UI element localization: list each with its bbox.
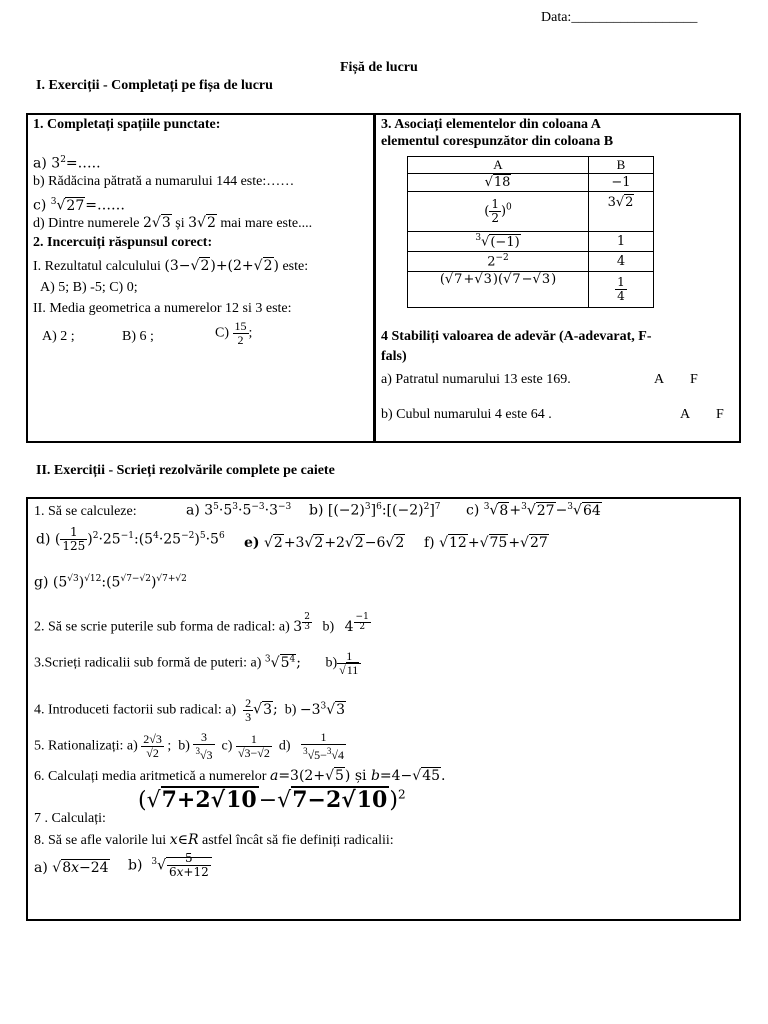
ex2-II-a: A) 2 ; xyxy=(42,329,75,344)
ex3-title-1: 3. Asociați elementelor din coloana A xyxy=(381,117,601,132)
ex2-I-options: A) 5; B) -5; C) 0; xyxy=(40,280,138,295)
match-table xyxy=(407,156,654,308)
ex1-title: 1. Completați spațiile punctate: xyxy=(33,117,221,132)
cell-b1: −1 xyxy=(589,174,654,192)
cell-b2: 3√2 xyxy=(589,192,654,232)
ex2-1-c: c) $^3$√8+$^3$√27−$^3$√64 xyxy=(466,502,601,519)
ex4-b: b) Cubul numarului 4 este 64 . xyxy=(381,407,552,422)
ex2-II-c: C) $\frac{15}{2}$ ; xyxy=(215,319,253,347)
ex2-1-g: g) $(5^{√3})^{√12}:(5^{√7-√2})^{√7+√2}$ xyxy=(34,574,187,591)
ex2-7-expr: $(√7+2√10-√7-2√10)^2$ xyxy=(138,787,406,813)
ex4-a-opt-a: A xyxy=(654,372,665,387)
ex3-title-2: elementul corespunzător din coloana B xyxy=(381,134,614,149)
cell-a3: $^3$√(−1) xyxy=(408,232,589,252)
ex2-1-b: b) $[(-2)^3]^6:[(-2)^2]^7$ xyxy=(309,502,441,519)
ex4-b-opt-a: A xyxy=(680,407,691,422)
ex2-6: 6. Calculați media aritmetică a numerelor a=3(2+√5) și b=4−√45. xyxy=(34,768,446,784)
ex2-title: 2. Incercuiți răspunsul corect: xyxy=(33,235,213,250)
cell-a1: √18 xyxy=(408,174,589,192)
ex2-II: II. Media geometrica a numerelor 12 si 3 este: xyxy=(33,301,292,316)
ex2-1-f: f) √12+√75+√27 xyxy=(424,535,548,551)
ex2-2: 2. Să se scrie puterile sub forma de radical: a) 3 $^{\frac{2}{3}}$ b) 4 $^{\frac{-1}{2}}$ xyxy=(34,612,369,635)
ex1-d: d) Dintre numerele 2√3 și 3√2 mai mare este.... xyxy=(33,215,313,231)
cell-b3: 1 xyxy=(589,232,654,252)
ex1-b: b) Rădăcina pătrată a numarului 144 este:…… xyxy=(33,174,295,189)
ex4-b-opt-f: F xyxy=(716,407,724,422)
ex4-title-2: fals) xyxy=(381,349,407,364)
ex2-1-e: e) √2+3√2+2√2−6√2 xyxy=(244,535,405,551)
cell-a4: $2^{-2}$ xyxy=(408,252,589,272)
ex2-1-d: d) ( $\frac{1}{125}$ )$^2\cdot 25^{-1}:(5^4\cdot 25^{-2})^5\cdot 5^6$ xyxy=(36,525,225,553)
col-b-header: B xyxy=(589,157,654,174)
ex2-3: 3.Scrieți radicalii sub formă de puteri: a) $^3√5^4$; b) $\frac{1}{√11}$ xyxy=(34,650,361,677)
ex2-1-a: a) $3^5\cdot 5^3\cdot 5^{-3}\cdot 3^{-3}$ xyxy=(186,502,292,519)
date-label: Data: xyxy=(541,10,572,25)
ex2-4: 4. Introduceti factorii sub radical: a) $\frac{2}{3}$ √3; $b) -3^3√3$ xyxy=(34,696,346,724)
ex2-1-label: 1. Să se calculeze: xyxy=(34,504,137,519)
ex2-II-b: B) 6 ; xyxy=(122,329,154,344)
cell-b5: $\frac{1}{4}$ xyxy=(589,272,654,308)
page-title: Fișă de lucru xyxy=(340,60,418,75)
ex2-5: 5. Rationalizați: a) $\frac{2√3}{√2}$ ; b) $\frac{3}{^3√3}$ c) $\frac{1}{√3-√2}$ d) $\frac{1}{^3√5-^3√4}$ xyxy=(34,730,345,762)
ex4-a: a) Patratul numarului 13 este 169. xyxy=(381,372,571,387)
date-blank: __________________ xyxy=(571,10,698,25)
ex2-I: I. Rezultatul calculului (3−√2)+(2+√2) este: xyxy=(33,258,309,274)
ex4-a-opt-f: F xyxy=(690,372,698,387)
ex1-c: c) $^3$√27=…… xyxy=(33,197,125,214)
column-divider xyxy=(373,115,376,442)
cell-b4: 4 xyxy=(589,252,654,272)
cell-a5: (√7+√3)(√7−√3) xyxy=(408,272,589,308)
ex2-8-a: a) √8x−24 xyxy=(34,860,109,876)
ex2-7: 7 . Calculați: xyxy=(34,811,106,826)
section2-heading: II. Exerciții - Scrieți rezolvările complete pe caiete xyxy=(36,463,335,478)
section1-heading: I. Exerciții - Completați pe fișa de lucru xyxy=(36,78,273,93)
col-a-header: A xyxy=(408,157,589,174)
cell-a2: ( $\frac{1}{2}$ )$^0$ xyxy=(408,192,589,232)
date-field xyxy=(541,10,697,26)
ex2-8: 8. Să se afle valorile lui x∈R astfel încât să fie definiți radicalii: xyxy=(34,832,394,848)
ex2-8-b: b) $^3$√ $\frac{5}{6x+12}$ xyxy=(128,852,212,879)
ex1-a: a) $3^2=\dots$.. xyxy=(33,155,101,172)
ex4-title-1: 4 Stabiliți valoarea de adevăr (A-adevarat, F- xyxy=(381,329,652,344)
